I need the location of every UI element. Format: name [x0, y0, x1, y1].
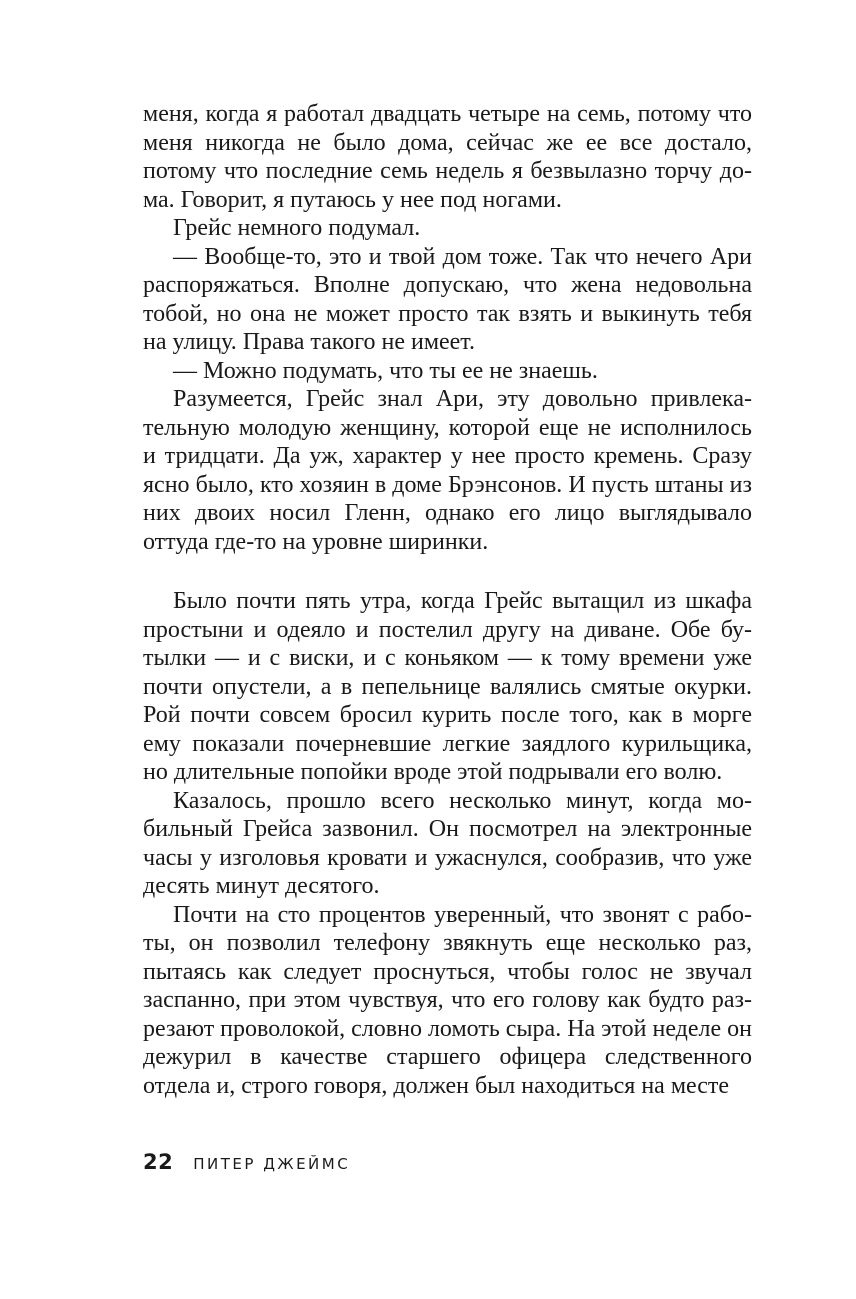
- paragraph: меня, когда я работал двадцать четыре на семь, потому что меня никогда не было дома, сейчас же ее все достало, потому что последние семь недель я безвылазно торчу дома. Говорит, я путаюсь у нее под ногами.: [143, 101, 752, 213]
- page-number: 22: [143, 1150, 174, 1174]
- text-block-lower: [143, 587, 752, 1100]
- paragraph: Было почти пять утра, когда Грейс вытащил из шкафа простыни и одеяло и постелил другу на диване. Обе бутылки — и с виски, и с коньяком — к тому времени уже почти опустели, а в пепельнице валялись смятые окурки. Рой почти совсем бросил курить после того, как в морге ему показали почерневшие легкие заядлого курильщика, но длительные попойки вроде этой подрывали его волю.: [143, 588, 752, 785]
- paragraph: Казалось, прошло всего несколько минут, когда мобильный Грейса зазвонил. Он посмотрел на электронные часы у изголовья кровати и ужаснулся, сообразив, что уже десять минут десятого.: [143, 787, 752, 899]
- text-block-upper: [143, 100, 752, 556]
- dialogue-paragraph: — Вообще-то, это и твой дом тоже. Так что нечего Ари распоряжаться. Вполне допускаю, что жена недовольна тобой, но она не может просто так взять и выкинуть тебя на улицу. Права такого не имеет.: [143, 243, 752, 355]
- dialogue-paragraph: — Можно подумать, что ты ее не знаешь.: [173, 357, 598, 384]
- paragraph: Грейс немного подумал.: [173, 215, 421, 241]
- running-head-author: ПИТЕР ДЖЕЙМС: [193, 1155, 351, 1173]
- paragraph: Разумеется, Грейс знал Ари, эту довольно привлекательную молодую женщину, которой еще не исполнилось и тридцати. Да уж, характер у нее просто кремень. Сразу ясно было, кто хозяин в доме Брэнсонов. И пусть штаны из них двоих носил Гленн, однако его лицо выглядывало оттуда где-то на уровне ширинки.: [143, 386, 752, 555]
- paragraph: Почти на сто процентов уверенный, что звонят с работы, он позволил телефону звякнуть еще несколько раз, пытаясь как следует проснуться, чтобы голос не звучал заспанно, при этом чувствуя, что его голову как будто разрезают проволокой, словно ломоть сыра. На этой неделе он дежурил в качестве старшего офицера следственного отдела и, строго говоря, должен был находиться на месте: [143, 901, 753, 1099]
- page-footer: [143, 1150, 350, 1180]
